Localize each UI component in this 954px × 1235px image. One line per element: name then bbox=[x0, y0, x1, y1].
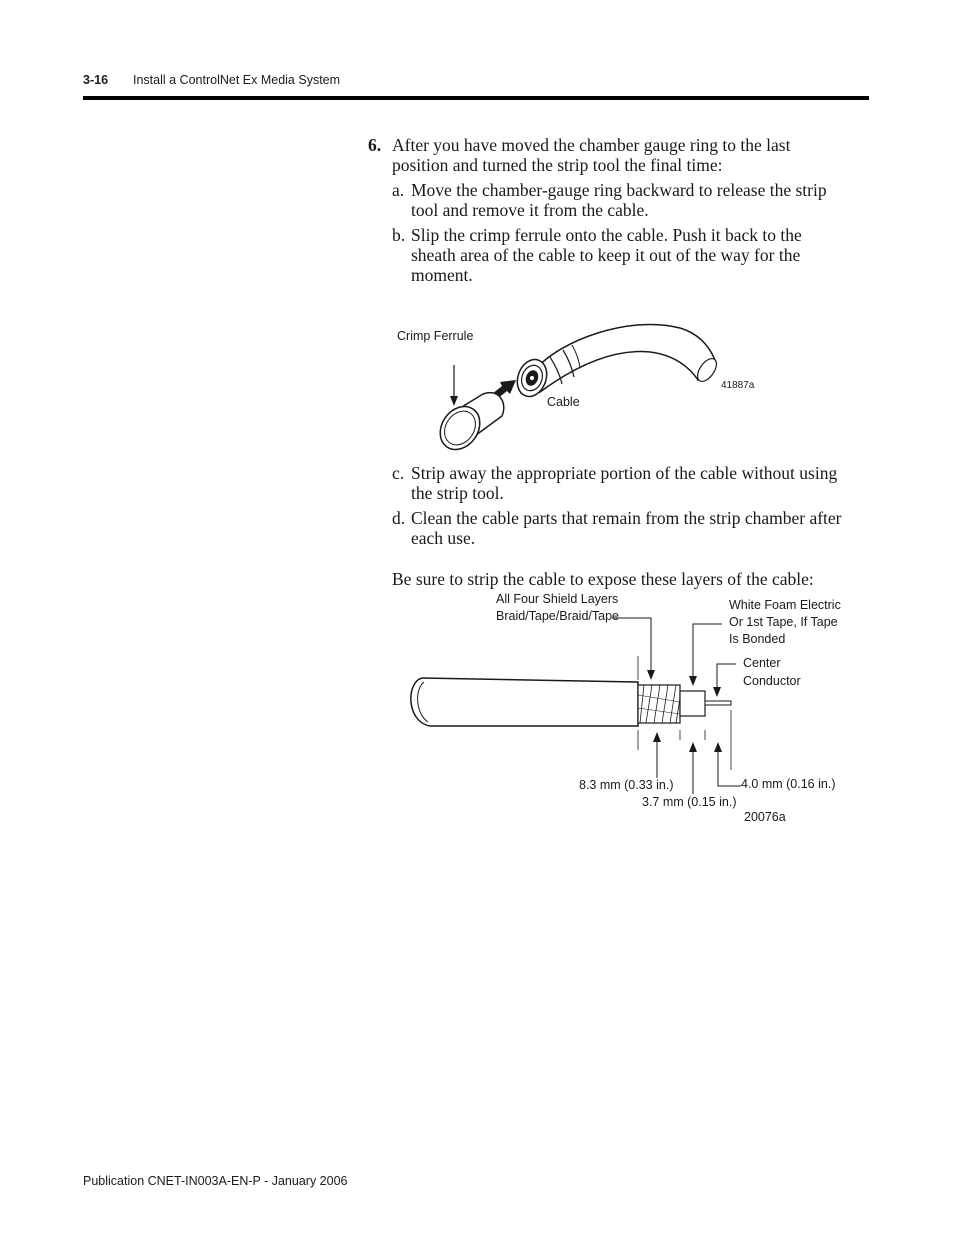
step-number: 6. bbox=[368, 135, 382, 155]
step-intro-line-1: After you have moved the chamber gauge ring to the last bbox=[392, 135, 791, 155]
foam-label-line-1: White Foam Electric bbox=[729, 598, 841, 612]
foam-label-line-2: Or 1st Tape, If Tape bbox=[729, 615, 838, 629]
page-number: 3-16 bbox=[83, 73, 109, 87]
substep-d-line-2: each use. bbox=[411, 528, 476, 548]
dim-3-7-arrowhead bbox=[689, 742, 697, 752]
substep-c bbox=[392, 463, 870, 503]
shield-label-line-2: Braid/Tape/Braid/Tape bbox=[496, 609, 619, 623]
strip-note: Be sure to strip the cable to expose these layers of the cable: bbox=[392, 569, 814, 589]
substep-b-line-3: moment. bbox=[411, 265, 473, 285]
crimp-ferrule-label: Crimp Ferrule bbox=[397, 329, 474, 343]
substep-b bbox=[392, 225, 870, 285]
cable-center-conductor bbox=[530, 376, 534, 380]
substep-a bbox=[392, 180, 870, 220]
substep-d-letter: d. bbox=[392, 508, 406, 528]
step-intro-line-2: position and turned the strip tool the final time: bbox=[392, 155, 723, 175]
center-label-line-1: Center bbox=[743, 656, 781, 670]
substep-b-line-1: Slip the crimp ferrule onto the cable. Push it back to the bbox=[411, 225, 802, 245]
dimension-4-0-label: 4.0 mm (0.16 in.) bbox=[741, 777, 836, 791]
substep-d bbox=[392, 508, 870, 548]
ferrule-pointer-arrowhead bbox=[450, 396, 458, 406]
center-leader bbox=[717, 664, 736, 695]
running-header-title: Install a ControlNet Ex Media System bbox=[133, 73, 341, 87]
foam-leader bbox=[693, 624, 722, 684]
publication-footer: Publication CNET-IN003A-EN-P - January 2006 bbox=[83, 1174, 348, 1188]
shield-leader-arrowhead bbox=[647, 670, 655, 680]
cable-jacket bbox=[422, 678, 638, 726]
substep-b-letter: b. bbox=[392, 225, 406, 245]
substep-a-line-1: Move the chamber-gauge ring backward to release the strip bbox=[411, 180, 827, 200]
center-leader-arrowhead bbox=[713, 687, 721, 697]
step-intro bbox=[392, 135, 870, 175]
figure2-id: 20076a bbox=[744, 810, 786, 824]
dim-8-3-arrowhead bbox=[653, 732, 661, 742]
center-label-line-2: Conductor bbox=[743, 674, 801, 688]
center-conductor bbox=[705, 701, 731, 705]
dimension-3-7-label: 3.7 mm (0.15 in.) bbox=[642, 795, 737, 809]
header-rule bbox=[83, 96, 869, 100]
substep-b-line-2: sheath area of the cable to keep it out of the way for the bbox=[411, 245, 801, 265]
substep-d-line-1: Clean the cable parts that remain from the strip chamber after bbox=[411, 508, 842, 528]
cable-label: Cable bbox=[547, 395, 580, 409]
substep-c-letter: c. bbox=[392, 463, 405, 483]
foam-leader-arrowhead bbox=[689, 676, 697, 686]
shield-label-line-1: All Four Shield Layers bbox=[496, 592, 619, 606]
substep-a-line-2: tool and remove it from the cable. bbox=[411, 200, 649, 220]
foam-label-line-3: Is Bonded bbox=[729, 632, 786, 646]
foam-dielectric bbox=[680, 691, 705, 716]
dim-4-0-arrowhead bbox=[714, 742, 722, 752]
substep-a-letter: a. bbox=[392, 180, 405, 200]
figure1-id: 41887a bbox=[721, 380, 755, 391]
dimension-8-3-label: 8.3 mm (0.33 in.) bbox=[579, 778, 674, 792]
shield-leader bbox=[612, 618, 651, 678]
substep-c-line-1: Strip away the appropriate portion of the cable without using bbox=[411, 463, 838, 483]
substep-c-line-2: the strip tool. bbox=[411, 483, 504, 503]
